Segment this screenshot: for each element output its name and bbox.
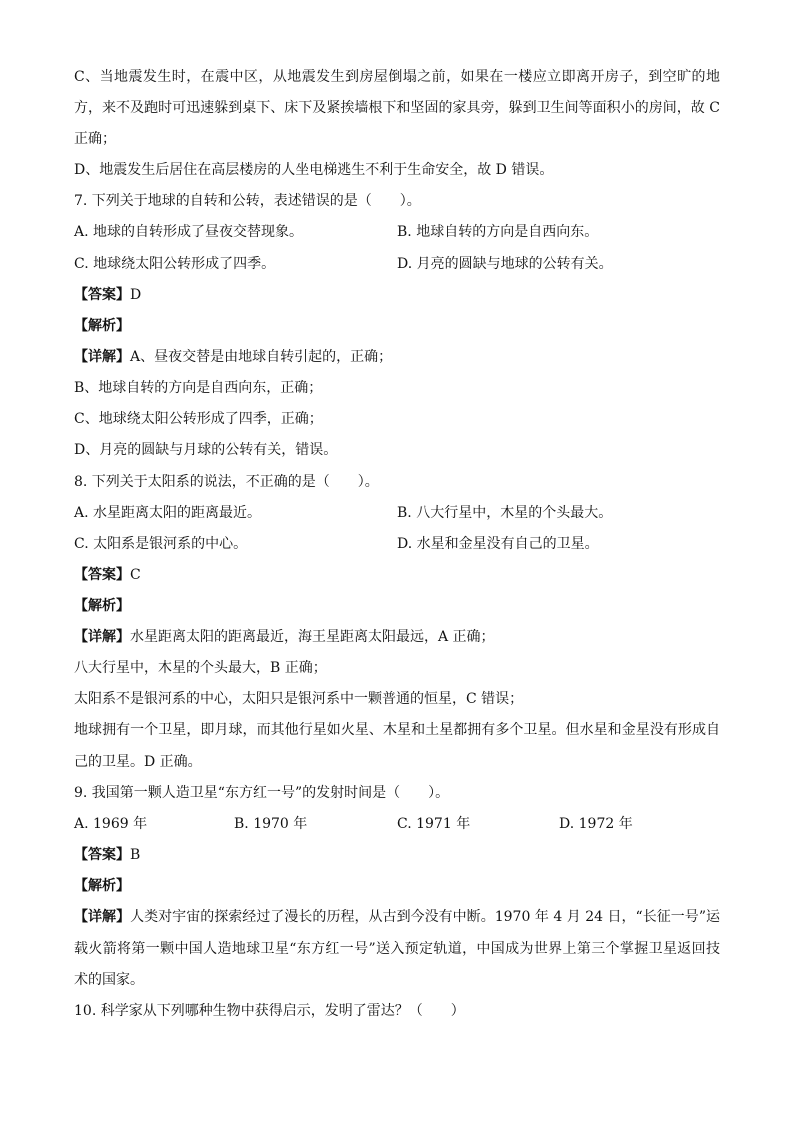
q7-detail-4: D、月亮的圆缺与月球的公转有关，错误。 — [74, 442, 338, 458]
q8-option-d: D. 水星和金星没有自己的卫星。 — [397, 536, 599, 552]
detail-tag: 【详解】 — [74, 909, 131, 925]
q6-option-c-explanation-line-3: 正确； — [74, 131, 116, 147]
analysis-tag: 【解析】 — [74, 318, 130, 334]
q10-question: 10. 科学家从下列哪种生物中获得启示，发明了雷达？（ ） — [74, 1003, 465, 1019]
q9-detail-1-text: 人类对宇宙的探索经过了漫长的历程，从古到今没有中断。1970 年 4 月 24 日，“长征一号”运 — [130, 909, 721, 925]
analysis-tag: 【解析】 — [74, 598, 130, 614]
q8-option-a: A. 水星距离太阳的距离最近。 — [74, 505, 262, 521]
q9-analysis-tag — [74, 876, 130, 896]
q7-detail-1 — [74, 347, 392, 367]
q7-analysis-tag — [74, 316, 130, 336]
q7-detail-1-text: A、昼夜交替是由地球自转引起的，正确； — [130, 349, 393, 365]
q8-answer-value: C — [130, 567, 141, 583]
q9-detail-2: 载火箭将第一颗中国人造地球卫星“东方红一号”送入预定轨道，中国成为世界上第三个掌握卫星返回技 — [74, 941, 720, 957]
answer-tag: 【答案】 — [74, 567, 130, 583]
q9-question: 9. 我国第一颗人造卫星“东方红一号”的发射时间是（ ）。 — [74, 785, 450, 801]
q7-option-b: B. 地球自转的方向是自西向东。 — [397, 224, 599, 240]
q8-detail-1-text: 水星距离太阳的距离最近，海王星距离太阳最远，A 正确； — [130, 629, 495, 645]
answer-tag: 【答案】 — [74, 847, 130, 863]
answer-tag: 【答案】 — [74, 287, 130, 303]
q9-answer — [74, 845, 140, 865]
q8-detail-4a: 地球拥有一个卫星，即月球，而其他行星如火星、木星和土星都拥有多个卫星。但水星和金星没有形成自 — [74, 722, 720, 738]
q7-option-c: C. 地球绕太阳公转形成了四季。 — [74, 256, 276, 272]
q8-detail-4b: 己的卫星。D 正确。 — [74, 754, 202, 770]
q8-detail-3: 太阳系不是银河系的中心，太阳只是银河系中一颗普通的恒星，C 错误； — [74, 691, 524, 707]
q9-option-a: A. 1969 年 — [74, 816, 148, 832]
q8-answer — [74, 565, 141, 585]
q8-detail-1 — [74, 627, 495, 647]
q7-detail-2: B、地球自转的方向是自西向东，正确； — [74, 380, 323, 396]
q6-option-c-explanation-line-2: 方，来不及跑时可迅速躲到桌下、床下及紧挨墙根下和坚固的家具旁，躲到卫生间等面积小的房间，故 C — [74, 100, 720, 116]
q7-answer — [74, 285, 141, 305]
q9-detail-1 — [74, 907, 720, 927]
q7-option-d: D. 月亮的圆缺与地球的公转有关。 — [397, 256, 613, 272]
q9-detail-3: 术的国家。 — [74, 972, 144, 988]
q8-detail-2: 八大行星中，木星的个头最大，B 正确； — [74, 660, 327, 676]
q9-option-c: C. 1971 年 — [397, 816, 471, 832]
q8-option-c: C. 太阳系是银河系的中心。 — [74, 536, 248, 552]
q7-question: 7. 下列关于地球的自转和公转，表述错误的是（ ）。 — [74, 193, 421, 209]
q8-option-b: B. 八大行星中，木星的个头最大。 — [397, 505, 613, 521]
q9-answer-value: B — [130, 847, 141, 863]
q6-option-c-explanation-line-1: C、当地震发生时，在震中区，从地震发生到房屋倒塌之前，如果在一楼应立即离开房子，到空旷的地 — [74, 69, 720, 85]
q7-detail-3: C、地球绕太阳公转形成了四季，正确； — [74, 411, 323, 427]
q8-question: 8. 下列关于太阳系的说法，不正确的是（ ）。 — [74, 474, 379, 490]
detail-tag: 【详解】 — [74, 629, 130, 645]
q9-option-d: D. 1972 年 — [559, 816, 633, 832]
q6-option-d-explanation: D、地震发生后居住在高层楼房的人坐电梯逃生不利于生命安全，故 D 错误。 — [74, 162, 554, 178]
q9-option-b: B. 1970 年 — [234, 816, 308, 832]
detail-tag: 【详解】 — [74, 349, 130, 365]
analysis-tag: 【解析】 — [74, 878, 130, 894]
q7-answer-value: D — [130, 287, 142, 303]
q7-option-a: A. 地球的自转形成了昼夜交替现象。 — [74, 224, 304, 240]
q8-analysis-tag — [74, 596, 130, 616]
